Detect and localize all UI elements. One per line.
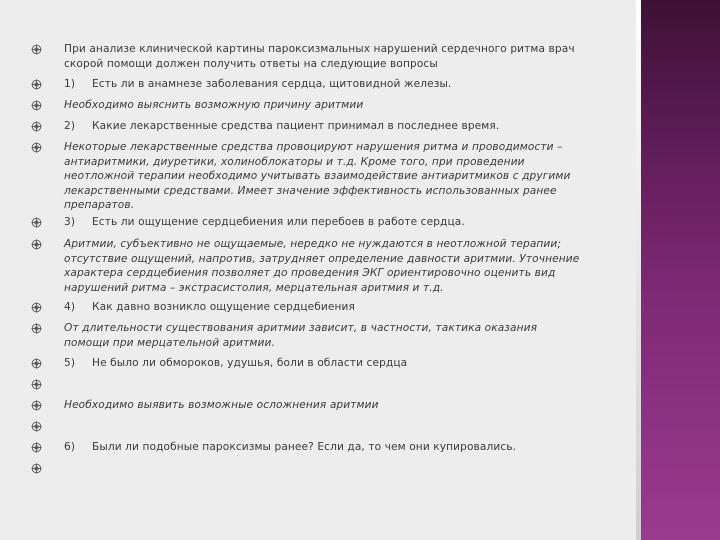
bullet-text xyxy=(64,321,584,350)
bullet-number: 2) xyxy=(64,120,76,132)
bullet-text xyxy=(64,140,584,213)
bullet-marker-icon xyxy=(31,358,42,369)
bullet-text-content: Как давно возникло ощущение сердцебиения xyxy=(92,301,355,313)
bullet-number: 1) xyxy=(64,78,76,90)
bullet-number: 6) xyxy=(64,441,76,453)
bullet-text xyxy=(64,440,584,455)
bullet-text-content: Есть ли ощущение сердцебиения или перебоев в работе сердца. xyxy=(92,216,465,228)
bullet-marker-icon xyxy=(31,379,42,390)
bullet-text-content: Есть ли в анамнезе заболевания сердца, щитовидной железы. xyxy=(92,78,452,90)
bullet-text-content: Аритмии, субъективно не ощущаемые, нередко не нуждаются в неотложной терапии; отсутствие ощущений, напротив, затрудняет определение давности аритмии. Уточнение характера сердцебиения позволяет до проведения ЭКГ ориентировочно оценить вид нарушений ритма – экстрасистолия, мерцательная аритмия и т.д. xyxy=(64,238,580,294)
bullet-number: 3) xyxy=(64,216,76,228)
bullet-text xyxy=(64,98,584,113)
bullet-text xyxy=(64,398,584,413)
bullet-text-content: Необходимо выяснить возможную причину аритмии xyxy=(64,99,364,111)
bullet-marker-icon xyxy=(31,142,42,153)
bullet-text xyxy=(64,300,584,315)
bullet-marker-icon xyxy=(31,400,42,411)
bullet-text xyxy=(64,215,584,230)
bullet-marker-icon xyxy=(31,239,42,250)
bullet-text-content: От длительности существования аритмии зависит, в частности, тактика оказания помощи при мерцательной аритмии. xyxy=(64,322,538,349)
bullet-text-content: Необходимо выявить возможные осложнения аритмии xyxy=(64,399,379,411)
bullet-marker-icon xyxy=(31,44,42,55)
bullet-text-content: Какие лекарственные средства пациент принимал в последнее время. xyxy=(92,120,500,132)
bullet-text xyxy=(64,119,584,134)
bullet-marker-icon xyxy=(31,323,42,334)
bullet-marker-icon xyxy=(31,100,42,111)
bullet-marker-icon xyxy=(31,442,42,453)
bullet-text xyxy=(64,237,584,295)
bullet-text xyxy=(64,77,584,92)
bullet-marker-icon xyxy=(31,421,42,432)
bullet-marker-icon xyxy=(31,463,42,474)
bullet-text xyxy=(64,42,584,71)
bullet-text-content: Не было ли обмороков, удушья, боли в области сердца xyxy=(92,357,408,369)
decorative-side-panel xyxy=(641,0,720,540)
bullet-marker-icon xyxy=(31,302,42,313)
bullet-text-content: Некоторые лекарственные средства провоцируют нарушения ритма и проводимости – антиаритмики, диуретики, холиноблокаторы и т.д. Кроме того, при проведении неотложной терапии необходимо учитывать взаимодействие антиаритмиков с другими лекарственными средствами. Имеет значение эффективность использованных ранее препаратов. xyxy=(64,141,571,211)
bullet-text-content: Были ли подобные пароксизмы ранее? Если да, то чем они купировались. xyxy=(92,441,517,453)
bullet-text-content: При анализе клинической картины пароксизмальных нарушений сердечного ритма врач скорой помощи должен получить ответы на следующие вопросы xyxy=(64,43,575,70)
bullet-number: 4) xyxy=(64,301,76,313)
bullet-marker-icon xyxy=(31,121,42,132)
bullet-text xyxy=(64,356,584,371)
bullet-number: 5) xyxy=(64,357,76,369)
bullet-marker-icon xyxy=(31,79,42,90)
bullet-marker-icon xyxy=(31,217,42,228)
